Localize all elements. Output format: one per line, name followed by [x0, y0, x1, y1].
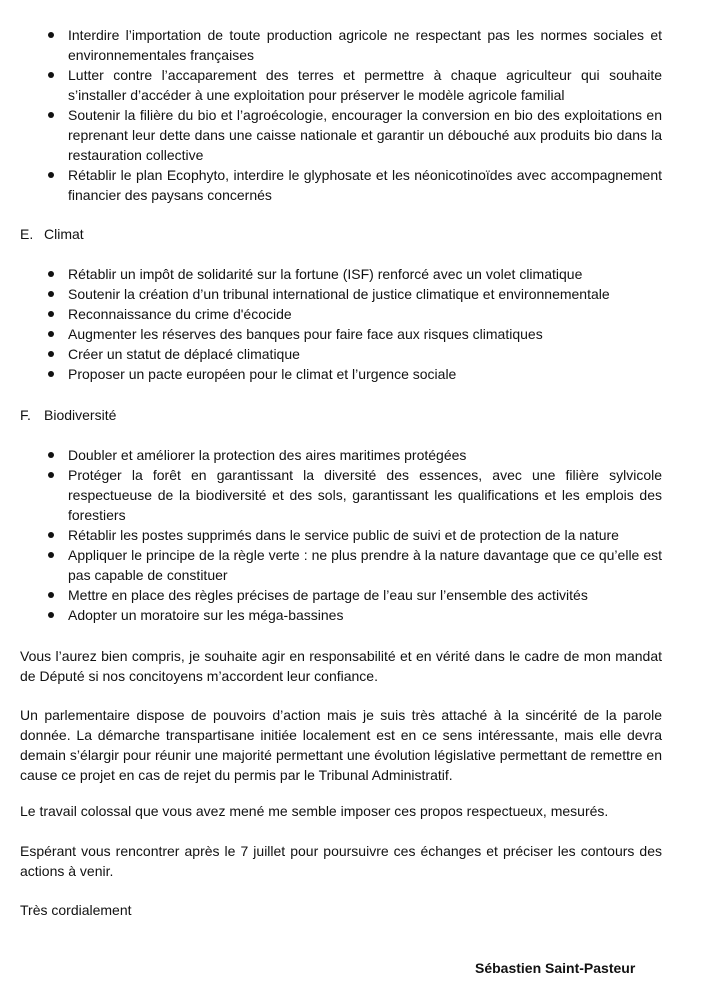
- list-item: Reconnaissance du crime d'écocide: [20, 304, 662, 324]
- biodiversite-list: [20, 445, 662, 625]
- section-heading-climat: [20, 224, 662, 244]
- list-item: Soutenir la filière du bio et l’agroécologie, encourager la conversion en bio des exploitations en reprenant leur dette dans une caisse nationale et garantir un débouché aux produits bio dans la restauration collective: [20, 105, 662, 165]
- list-item: Créer un statut de déplacé climatique: [20, 344, 662, 364]
- climat-list: [20, 264, 662, 384]
- list-item: Soutenir la création d’un tribunal international de justice climatique et environnementale: [20, 284, 662, 304]
- biodiversite-list-block: [20, 445, 662, 625]
- list-item: Mettre en place des règles précises de partage de l’eau sur l’ensemble des activités: [20, 585, 662, 605]
- list-item: Appliquer le principe de la règle verte : ne plus prendre à la nature davantage que ce qu’elle est pas capable de constituer: [20, 545, 662, 585]
- signature: Sébastien Saint-Pasteur: [475, 960, 636, 976]
- section-heading-biodiversite: [20, 405, 662, 425]
- paragraph: Un parlementaire dispose de pouvoirs d’action mais je suis très attaché à la sincérité de la parole donnée. La démarche transpartisane initiée localement est en ce sens intéressante, mais elle devra demain s’élargir pour réunir une majorité permettant une évolution législative permettant de remettre en cause ce projet en cas de rejet du permis par le Tribunal Administratif.: [20, 707, 662, 783]
- list-item: Protéger la forêt en garantissant la diversité des essences, avec une filière sylvicole respectueuse de la biodiversité et des sols, garantissant les qualifications et les emplois des forestiers: [20, 465, 662, 525]
- list-item: Lutter contre l’accaparement des terres et permettre à chaque agriculteur qui souhaite s’installer d’accéder à une exploitation pour préserver le modèle agricole familial: [20, 65, 662, 105]
- agriculture-list-block: [20, 25, 662, 205]
- list-item: Rétablir le plan Ecophyto, interdire le glyphosate et les néonicotinoïdes avec accompagnement financier des paysans concernés: [20, 165, 662, 205]
- paragraph: Espérant vous rencontrer après le 7 juillet pour poursuivre ces échanges et préciser les contours des actions à venir.: [20, 843, 662, 879]
- section-letter: E.: [20, 226, 34, 242]
- section-title: Biodiversité: [44, 407, 117, 423]
- paragraph: Vous l’aurez bien compris, je souhaite agir en responsabilité et en vérité dans le cadre de mon mandat de Député si nos concitoyens m’accordent leur confiance.: [20, 648, 662, 684]
- list-item: Doubler et améliorer la protection des aires maritimes protégées: [20, 445, 662, 465]
- list-item: Proposer un pacte européen pour le climat et l’urgence sociale: [20, 364, 662, 384]
- climat-list-block: [20, 264, 662, 384]
- closing-salutation: Très cordialement: [20, 902, 132, 918]
- list-item: Adopter un moratoire sur les méga-bassines: [20, 605, 662, 625]
- agriculture-list: [20, 25, 662, 205]
- list-item: Rétablir un impôt de solidarité sur la fortune (ISF) renforcé avec un volet climatique: [20, 264, 662, 284]
- section-title: Climat: [44, 226, 84, 242]
- paragraph: Le travail colossal que vous avez mené me semble imposer ces propos respectueux, mesurés.: [20, 803, 609, 819]
- list-item: Rétablir les postes supprimés dans le service public de suivi et de protection de la nature: [20, 525, 662, 545]
- list-item: Augmenter les réserves des banques pour faire face aux risques climatiques: [20, 324, 662, 344]
- section-letter: F.: [20, 407, 31, 423]
- list-item: Interdire l’importation de toute production agricole ne respectant pas les normes sociales et environnementales françaises: [20, 25, 662, 65]
